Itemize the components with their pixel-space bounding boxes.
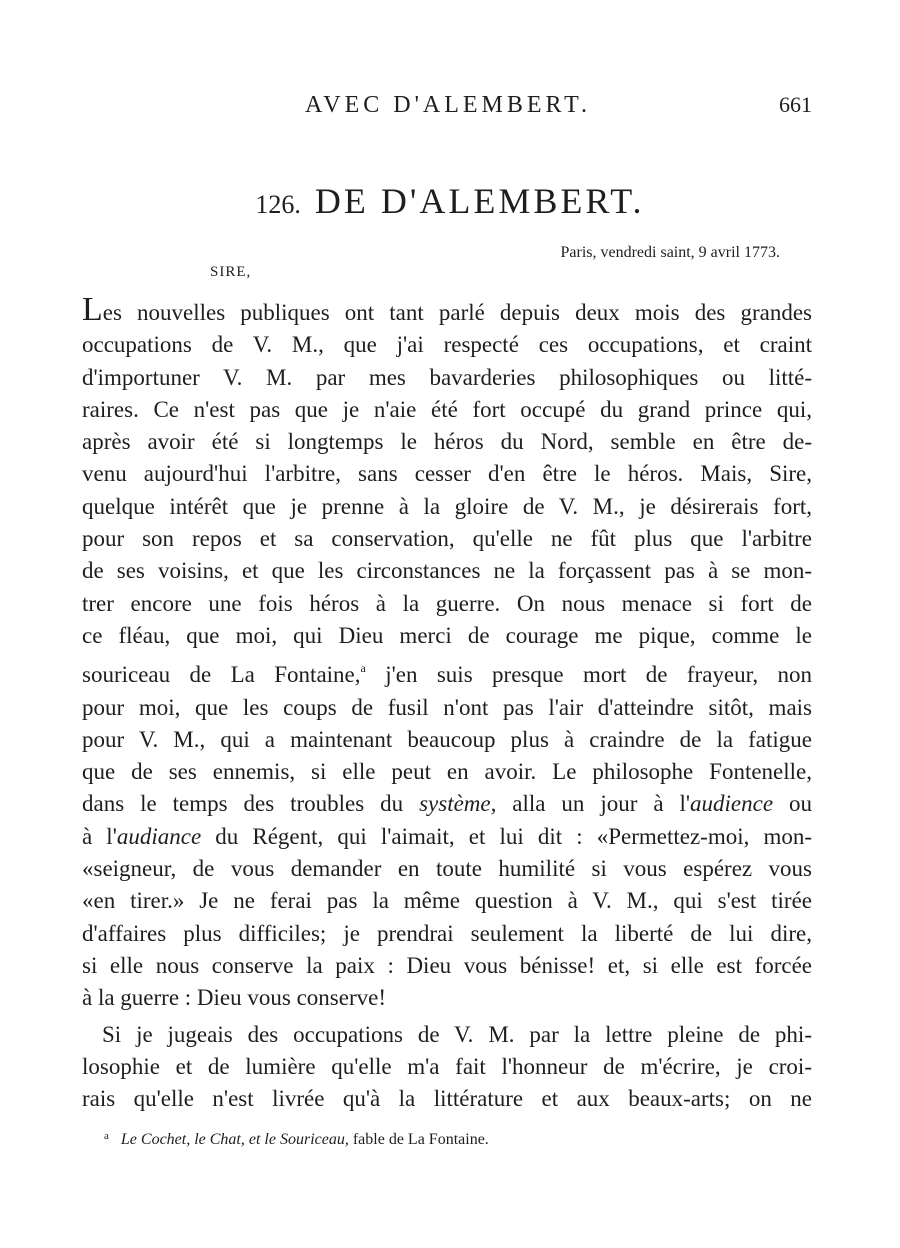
running-title: AVEC D'ALEMBERT.	[305, 92, 591, 118]
footnote-title: Le Cochet, le Chat, et le Souriceau,	[120, 1131, 349, 1148]
text-line: à la guerre : Dieu vous conserve!	[82, 985, 386, 1011]
footnote	[104, 1130, 489, 1149]
text-line: pour son repos et sa conservation, qu'elle ne fût plus que l'arbitre	[82, 526, 812, 552]
italic-term: audience	[690, 791, 774, 817]
italic-term: système,	[419, 791, 497, 817]
text-line: «seigneur, de vous demander en toute humilité si vous espérez vous	[82, 856, 812, 882]
text-line: à l'audiance du Régent, qui l'aimait, et lui dit : «Permettez-moi, mon-	[82, 823, 813, 849]
text-line: que de ses ennemis, si elle peut en avoir. Le philosophe Fontenelle,	[82, 759, 812, 785]
text-line: «en tirer.» Je ne ferai pas la même question à V. M., qui s'est tirée	[82, 888, 812, 914]
text-line: de ses voisins, et que les circonstances ne la forçassent pas à se mon-	[82, 558, 812, 584]
text-line: ce fléau, que moi, qui Dieu merci de courage me pique, comme le	[82, 622, 812, 648]
text-line: venu aujourd'hui l'arbitre, sans cesser d'en être le héros. Mais, Sire,	[82, 461, 812, 487]
salutation: SIRE,	[210, 264, 252, 280]
text-line: pour V. M., qui a maintenant beaucoup plus à craindre de la fatigue	[82, 726, 812, 752]
text-line: occupations de V. M., que j'ai respecté ces occupations, et craint	[82, 332, 812, 358]
footnote-text: fable de La Fontaine.	[348, 1131, 489, 1148]
italic-term: audiance	[116, 823, 202, 849]
letter-number: 126.	[255, 190, 301, 219]
drop-cap: L	[82, 291, 103, 328]
letter-title: DE D'ALEMBERT.	[314, 181, 645, 221]
text-line: losophie et de lumière qu'elle m'a fait l'honneur de m'écrire, je croi-	[82, 1053, 812, 1079]
paragraph-2	[82, 1019, 812, 1116]
text-line: Les nouvelles publiques ont tant parlé depuis deux mois des grandes	[82, 291, 812, 328]
page-number: 661	[779, 92, 812, 117]
footnote-reference[interactable]: a	[360, 661, 366, 676]
text-line: trer encore une fois héros à la guerre. On nous menace si fort de	[82, 590, 812, 616]
text-line: quelque intérêt que je prenne à la gloire de V. M., je désirerais fort,	[82, 493, 812, 519]
text-line: après avoir été si longtemps le héros du Nord, semble en être de-	[82, 429, 812, 455]
text-line: dans le temps des troubles du système, alla un jour à l'audience ou	[82, 791, 812, 817]
text-line: pour moi, que les coups de fusil n'ont pas l'air d'atteindre sitôt, mais	[82, 694, 812, 720]
running-head	[0, 92, 900, 126]
text-line: d'affaires plus difficiles; je prendrai seulement la liberté de lui dire,	[82, 920, 812, 946]
text-line: raires. Ce n'est pas que je n'aie été fort occupé du grand prince qui,	[82, 396, 812, 422]
text-line: d'importuner V. M. par mes bavarderies philosophiques ou litté-	[82, 364, 812, 390]
letter-heading	[0, 180, 900, 222]
text-line: Si je jugeais des occupations de V. M. par la lettre pleine de phi-	[102, 1021, 812, 1047]
text-line: si elle nous conserve la paix : Dieu vous bénisse! et, si elle est forcée	[82, 952, 812, 978]
footnote-marker: a	[104, 1130, 109, 1142]
paragraph-1	[82, 291, 813, 1015]
dateline: Paris, vendredi saint, 9 avril 1773.	[560, 244, 780, 261]
text-line: souriceau de La Fontaine,$^a$ j'en suis presque mort de frayeur, non	[82, 661, 812, 688]
letter-body	[82, 291, 813, 1115]
text-line: rais qu'elle n'est livrée qu'à la littérature et aux beaux-arts; on ne	[82, 1086, 812, 1112]
